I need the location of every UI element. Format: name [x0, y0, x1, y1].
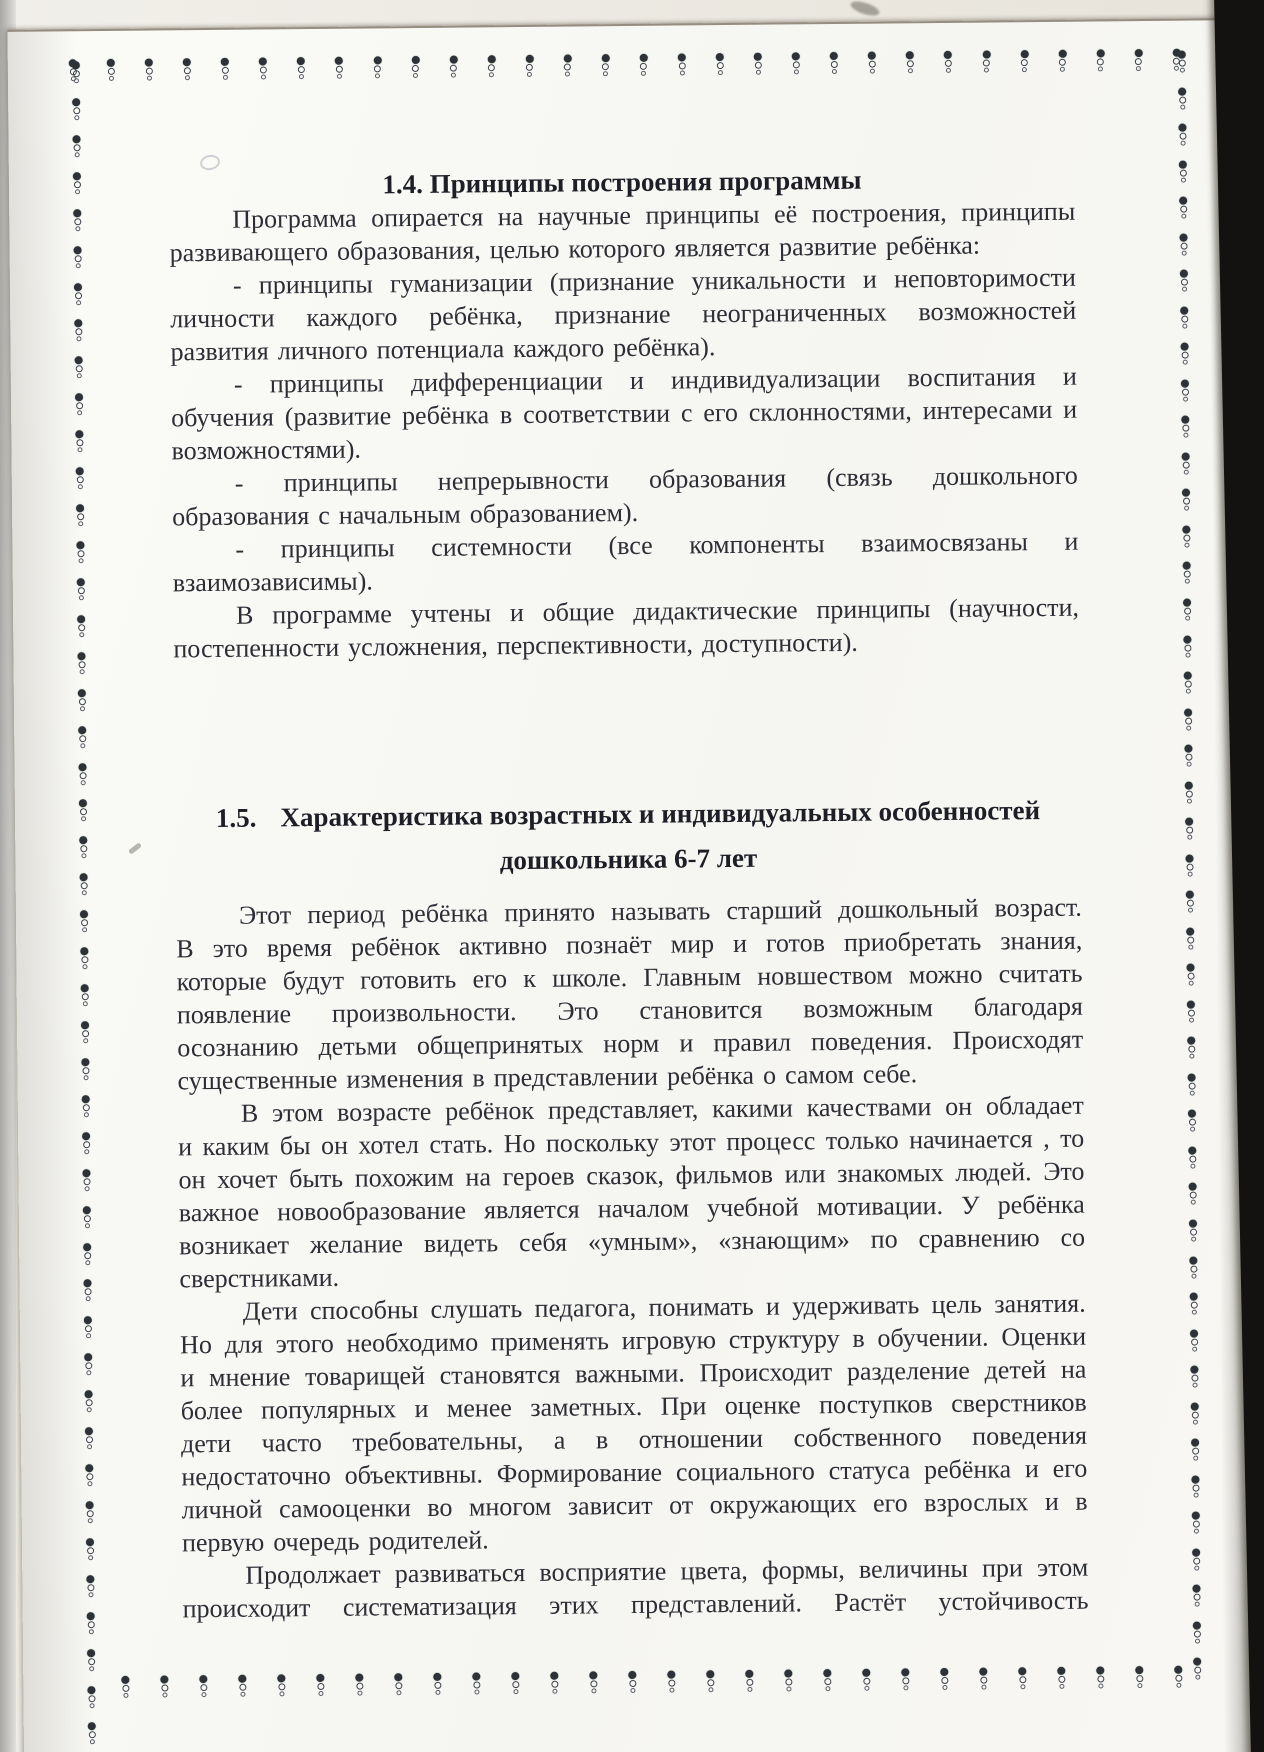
ornament-icon [486, 55, 496, 77]
ornament-icon [981, 50, 991, 72]
ornament-icon [1095, 49, 1105, 71]
ornament-icon [71, 98, 81, 120]
ornament-icon [1180, 343, 1190, 365]
ornament-icon [220, 58, 230, 80]
ornament-icon [372, 56, 382, 78]
ornament-icon [334, 57, 344, 79]
text-line: развивающего образования, целью которого является развитие ребёнка: [169, 230, 981, 268]
text-line: сверстниками. [179, 1262, 340, 1294]
ornament-icon [410, 56, 420, 78]
ornament-icon [80, 1021, 90, 1043]
ornament-icon [315, 1674, 325, 1696]
ornament-icon [639, 54, 649, 76]
ornament-icon [84, 1390, 94, 1412]
ornament-icon [76, 615, 86, 637]
ornament-icon [79, 910, 89, 932]
paragraph [170, 261, 1077, 369]
ornament-icon [471, 1672, 481, 1694]
ornament-icon [1180, 379, 1190, 401]
ornament-icon [106, 59, 116, 81]
ornament-icon [84, 1427, 94, 1449]
ornament-icon [1178, 197, 1188, 219]
ornament-icon [1186, 1037, 1196, 1059]
ornament-icon [75, 541, 85, 563]
text-line: существенные изменения в представлении ребёнка о самом себе. [177, 1059, 918, 1096]
text-line: происходит систематизация этих представлений. Растёт устойчивость [182, 1585, 1089, 1624]
ornament-icon [73, 246, 83, 268]
ornament-icon [182, 58, 192, 80]
ornament-icon [80, 984, 90, 1006]
ornament-icon [1185, 927, 1195, 949]
ornament-icon [74, 430, 84, 452]
ornament-icon [81, 1132, 91, 1154]
ornament-icon [822, 1669, 832, 1691]
ornament-icon [85, 1538, 95, 1560]
text-line: взаимозависимы). [172, 566, 373, 598]
text-line: личной самооценки во многом зависит от окружающих его взрослых и в [181, 1486, 1088, 1525]
ornament-icon [73, 283, 83, 305]
ornament-icon [120, 1676, 130, 1698]
ornament-icon [1181, 525, 1191, 547]
ornament-icon [258, 57, 268, 79]
document-text [169, 162, 1089, 1626]
ornament-icon [74, 394, 84, 416]
ornament-icon [81, 1169, 91, 1191]
text-line: первую очередь родителей. [181, 1525, 489, 1558]
section-1-5-heading [175, 788, 1082, 887]
ornament-icon [83, 1317, 93, 1339]
text-line: - принципы дифференциации и индивидуализации воспитания и [233, 361, 1077, 399]
ornament-icon [1187, 1073, 1197, 1095]
ornament-icon [1186, 1000, 1196, 1022]
ornament-icon [1183, 672, 1193, 694]
ornament-icon [1019, 50, 1029, 72]
section-number: 1.5. [215, 802, 257, 833]
ornament-icon [85, 1501, 95, 1523]
ornament-icon [75, 467, 85, 489]
text-line: образования с начальным образованием). [172, 497, 639, 532]
paragraph [172, 459, 1079, 534]
ornament-icon [1057, 50, 1067, 72]
ornament-icon [71, 61, 81, 83]
text-line: Продолжает развиваться восприятие цвета, формы, величины при этом [245, 1552, 1089, 1590]
ornament-icon [79, 947, 89, 969]
paragraph [182, 1551, 1089, 1626]
ornament-icon [159, 1675, 169, 1697]
ornament-icon [677, 53, 687, 75]
ornament-icon [82, 1280, 92, 1302]
ornament-icon [939, 1668, 949, 1690]
ornament-icon [1192, 1658, 1202, 1680]
ornament-icon [1184, 854, 1194, 876]
text-line: В этом возрасте ребёнок представляет, какими качествами он обладает [240, 1090, 1084, 1128]
ornament-icon [1191, 1512, 1201, 1534]
ornament-icon [1056, 1667, 1066, 1689]
ornament-icon [1189, 1293, 1199, 1315]
text-line: недостаточно объективны. Формирование социального статуса ребёнка и его [181, 1453, 1088, 1492]
ornament-icon [510, 1672, 520, 1694]
ornament-icon [75, 504, 85, 526]
ornament-icon [80, 1058, 90, 1080]
ornament-icon [705, 1670, 715, 1692]
ornament-icon [82, 1243, 92, 1265]
ornament-icon [1177, 51, 1187, 73]
ornament-icon [783, 1669, 793, 1691]
ornament-icon [588, 1671, 598, 1693]
ornament-icon [86, 1649, 96, 1671]
text-line: более популярных и менее заметных. При оценке поступков сверстников [180, 1387, 1087, 1426]
ornament-icon [76, 652, 86, 674]
ornament-icon [867, 52, 877, 74]
ornament-icon [1190, 1402, 1200, 1424]
ornament-icon [1017, 1667, 1027, 1689]
ornament-icon [393, 1673, 403, 1695]
ornament-icon [1179, 270, 1189, 292]
ornament-icon [1178, 160, 1188, 182]
ornament-icon [74, 357, 84, 379]
ornament-icon [1188, 1220, 1198, 1242]
ornament-icon [905, 51, 915, 73]
section-title: Характеристика возрастных и индивидуальных особенностей [280, 795, 1041, 833]
text-line: В программе учтены и общие дидактические принципы (научности, [235, 592, 1080, 630]
ornament-icon [627, 1671, 637, 1693]
ornament-border-bottom [120, 1666, 1183, 1700]
paragraph [176, 891, 1084, 1098]
ornament-icon [791, 52, 801, 74]
text-line: и мнение товарищей становятся важными. Происходит разделение детей на [180, 1354, 1087, 1393]
text-line: осознанию детьми общепринятых норм и правил поведения. Происходят [177, 1024, 1084, 1063]
text-line: личности каждого ребёнка, признание неограниченных возможностей [170, 295, 1077, 334]
ornament-icon [753, 53, 763, 75]
ornament-icon [237, 1675, 247, 1697]
ornament-icon [86, 1612, 96, 1634]
ornament-icon [1180, 416, 1190, 438]
text-line: В это время ребёнок активно познаёт мир и готов приобретать знания, [176, 925, 1083, 964]
ornament-icon [563, 55, 573, 77]
text-line: - принципы непрерывности образования (связь дошкольного [234, 460, 1078, 498]
ornament-border-right [1176, 51, 1204, 1681]
ornament-icon [76, 578, 86, 600]
ornament-icon [829, 52, 839, 74]
ornament-icon [861, 1669, 871, 1691]
ornament-icon [744, 1670, 754, 1692]
ornament-icon [85, 1575, 95, 1597]
ornament-icon [1182, 599, 1192, 621]
ornament-icon [276, 1674, 286, 1696]
ornament-icon [1183, 745, 1193, 767]
ornament-icon [79, 873, 89, 895]
ornament-icon [77, 726, 87, 748]
paragraph [169, 195, 1076, 270]
ornament-icon [1184, 818, 1194, 840]
text-line: - принципы гуманизации (признание уникальности и неповторимости [232, 262, 1077, 300]
text-line: развития личного потенциала каждого ребёнка). [170, 332, 716, 367]
ornament-icon [1192, 1621, 1202, 1643]
ornament-icon [524, 55, 534, 77]
ornament-icon [549, 1672, 559, 1694]
ornament-icon [78, 800, 88, 822]
ornament-icon [1181, 489, 1191, 511]
ornament-icon [86, 1686, 96, 1708]
ornament-icon [77, 689, 87, 711]
text-line: - принципы системности (все компоненты взаимосвязаны и [235, 526, 1079, 564]
text-line: обучения (развитие ребёнка в соответствии с его склонностями, интересами и [171, 394, 1078, 433]
ornament-icon [78, 763, 88, 785]
ornament-icon [354, 1674, 364, 1696]
ornament-icon [82, 1206, 92, 1228]
ornament-icon [1189, 1329, 1199, 1351]
paragraph [172, 525, 1079, 600]
ornament-icon [943, 51, 953, 73]
ornament-icon [78, 837, 88, 859]
ornament-icon [198, 1675, 208, 1697]
ornament-icon [1191, 1548, 1201, 1570]
paragraph [173, 591, 1080, 666]
ornament-border-left [70, 61, 98, 1745]
text-line: и каким бы он хотел стать. Но поскольку этот процесс только начинается , то [178, 1123, 1085, 1162]
ornament-icon [87, 1723, 97, 1745]
ornament-icon [978, 1668, 988, 1690]
ornament-icon [144, 59, 154, 81]
ornament-icon [1178, 233, 1188, 255]
ornament-icon [1181, 452, 1191, 474]
paragraph [171, 360, 1078, 468]
ornament-icon [1179, 306, 1189, 328]
scan-smudge-top [849, 0, 881, 18]
text-line: Программа опирается на научные принципы её построения, принципы [232, 196, 1076, 234]
ornament-icon [448, 56, 458, 78]
ornament-icon [1187, 1110, 1197, 1132]
text-line: дети часто требовательны, а в отношении собственного поведения [180, 1420, 1088, 1459]
ornament-icon [1183, 708, 1193, 730]
text-line: Но для этого необходимо применять игровую структуру в обучении. Оценки [179, 1321, 1087, 1360]
text-line: Этот период ребёнка принято называть старший дошкольный возраст. [238, 892, 1082, 930]
text-line: возможностями). [171, 434, 362, 466]
ornament-icon [1184, 781, 1194, 803]
ornament-icon [1189, 1366, 1199, 1388]
ornament-icon [1173, 1666, 1183, 1688]
paper-sheet [7, 18, 1250, 1752]
ornament-icon [83, 1353, 93, 1375]
ornament-icon [72, 172, 82, 194]
ornament-icon [296, 57, 306, 79]
ornament-icon [1177, 87, 1187, 109]
ornament-border-top [68, 49, 1182, 84]
section-1-5-heading-line2: дошкольника 6-7 лет [499, 842, 758, 876]
ornament-icon [71, 135, 81, 157]
paragraph [180, 1287, 1088, 1560]
text-line: которые будут готовить его к школе. Главным новшеством можно считать [176, 958, 1083, 997]
ornament-icon [1188, 1183, 1198, 1205]
ornament-icon [432, 1673, 442, 1695]
ornament-icon [666, 1671, 676, 1693]
section-1-5-heading-line1 [175, 788, 1081, 842]
ornament-icon [1185, 891, 1195, 913]
ornament-icon [1182, 562, 1192, 584]
ornament-icon [1095, 1666, 1105, 1688]
ornament-icon [1177, 124, 1187, 146]
ornament-icon [1188, 1256, 1198, 1278]
ornament-icon [1182, 635, 1192, 657]
ornament-icon [81, 1095, 91, 1117]
ornament-icon [1133, 49, 1143, 71]
ornament-icon [1185, 964, 1195, 986]
ornament-icon [1187, 1146, 1197, 1168]
ornament-icon [84, 1464, 94, 1486]
text-line: он хочет быть похожим на героев сказок, фильмов или знакомых людей. Это [178, 1156, 1085, 1195]
section-1-4-heading: 1.4. Принципы построения программы [382, 164, 862, 200]
ornament-icon [1191, 1585, 1201, 1607]
ornament-icon [715, 53, 725, 75]
ornament-icon [1190, 1475, 1200, 1497]
ornament-icon [73, 320, 83, 342]
ornament-icon [72, 209, 82, 231]
paragraph [178, 1089, 1086, 1296]
text-line: Дети способны слушать педагога, понимать и удерживать цель занятия. [242, 1288, 1086, 1326]
ornament-icon [1134, 1666, 1144, 1688]
text-line: важное новообразование является началом учебной мотивации. У ребёнка [178, 1189, 1085, 1228]
ornament-icon [1190, 1439, 1200, 1461]
text-line: появление произвольности. Это становится возможным благодаря [176, 991, 1083, 1030]
text-line: возникает желание видеть себя «умным», «знающим» по сравнению со [179, 1222, 1086, 1261]
text-line: постепенности усложнения, перспективности, доступности). [173, 627, 858, 664]
ornament-icon [900, 1668, 910, 1690]
ornament-icon [601, 54, 611, 76]
